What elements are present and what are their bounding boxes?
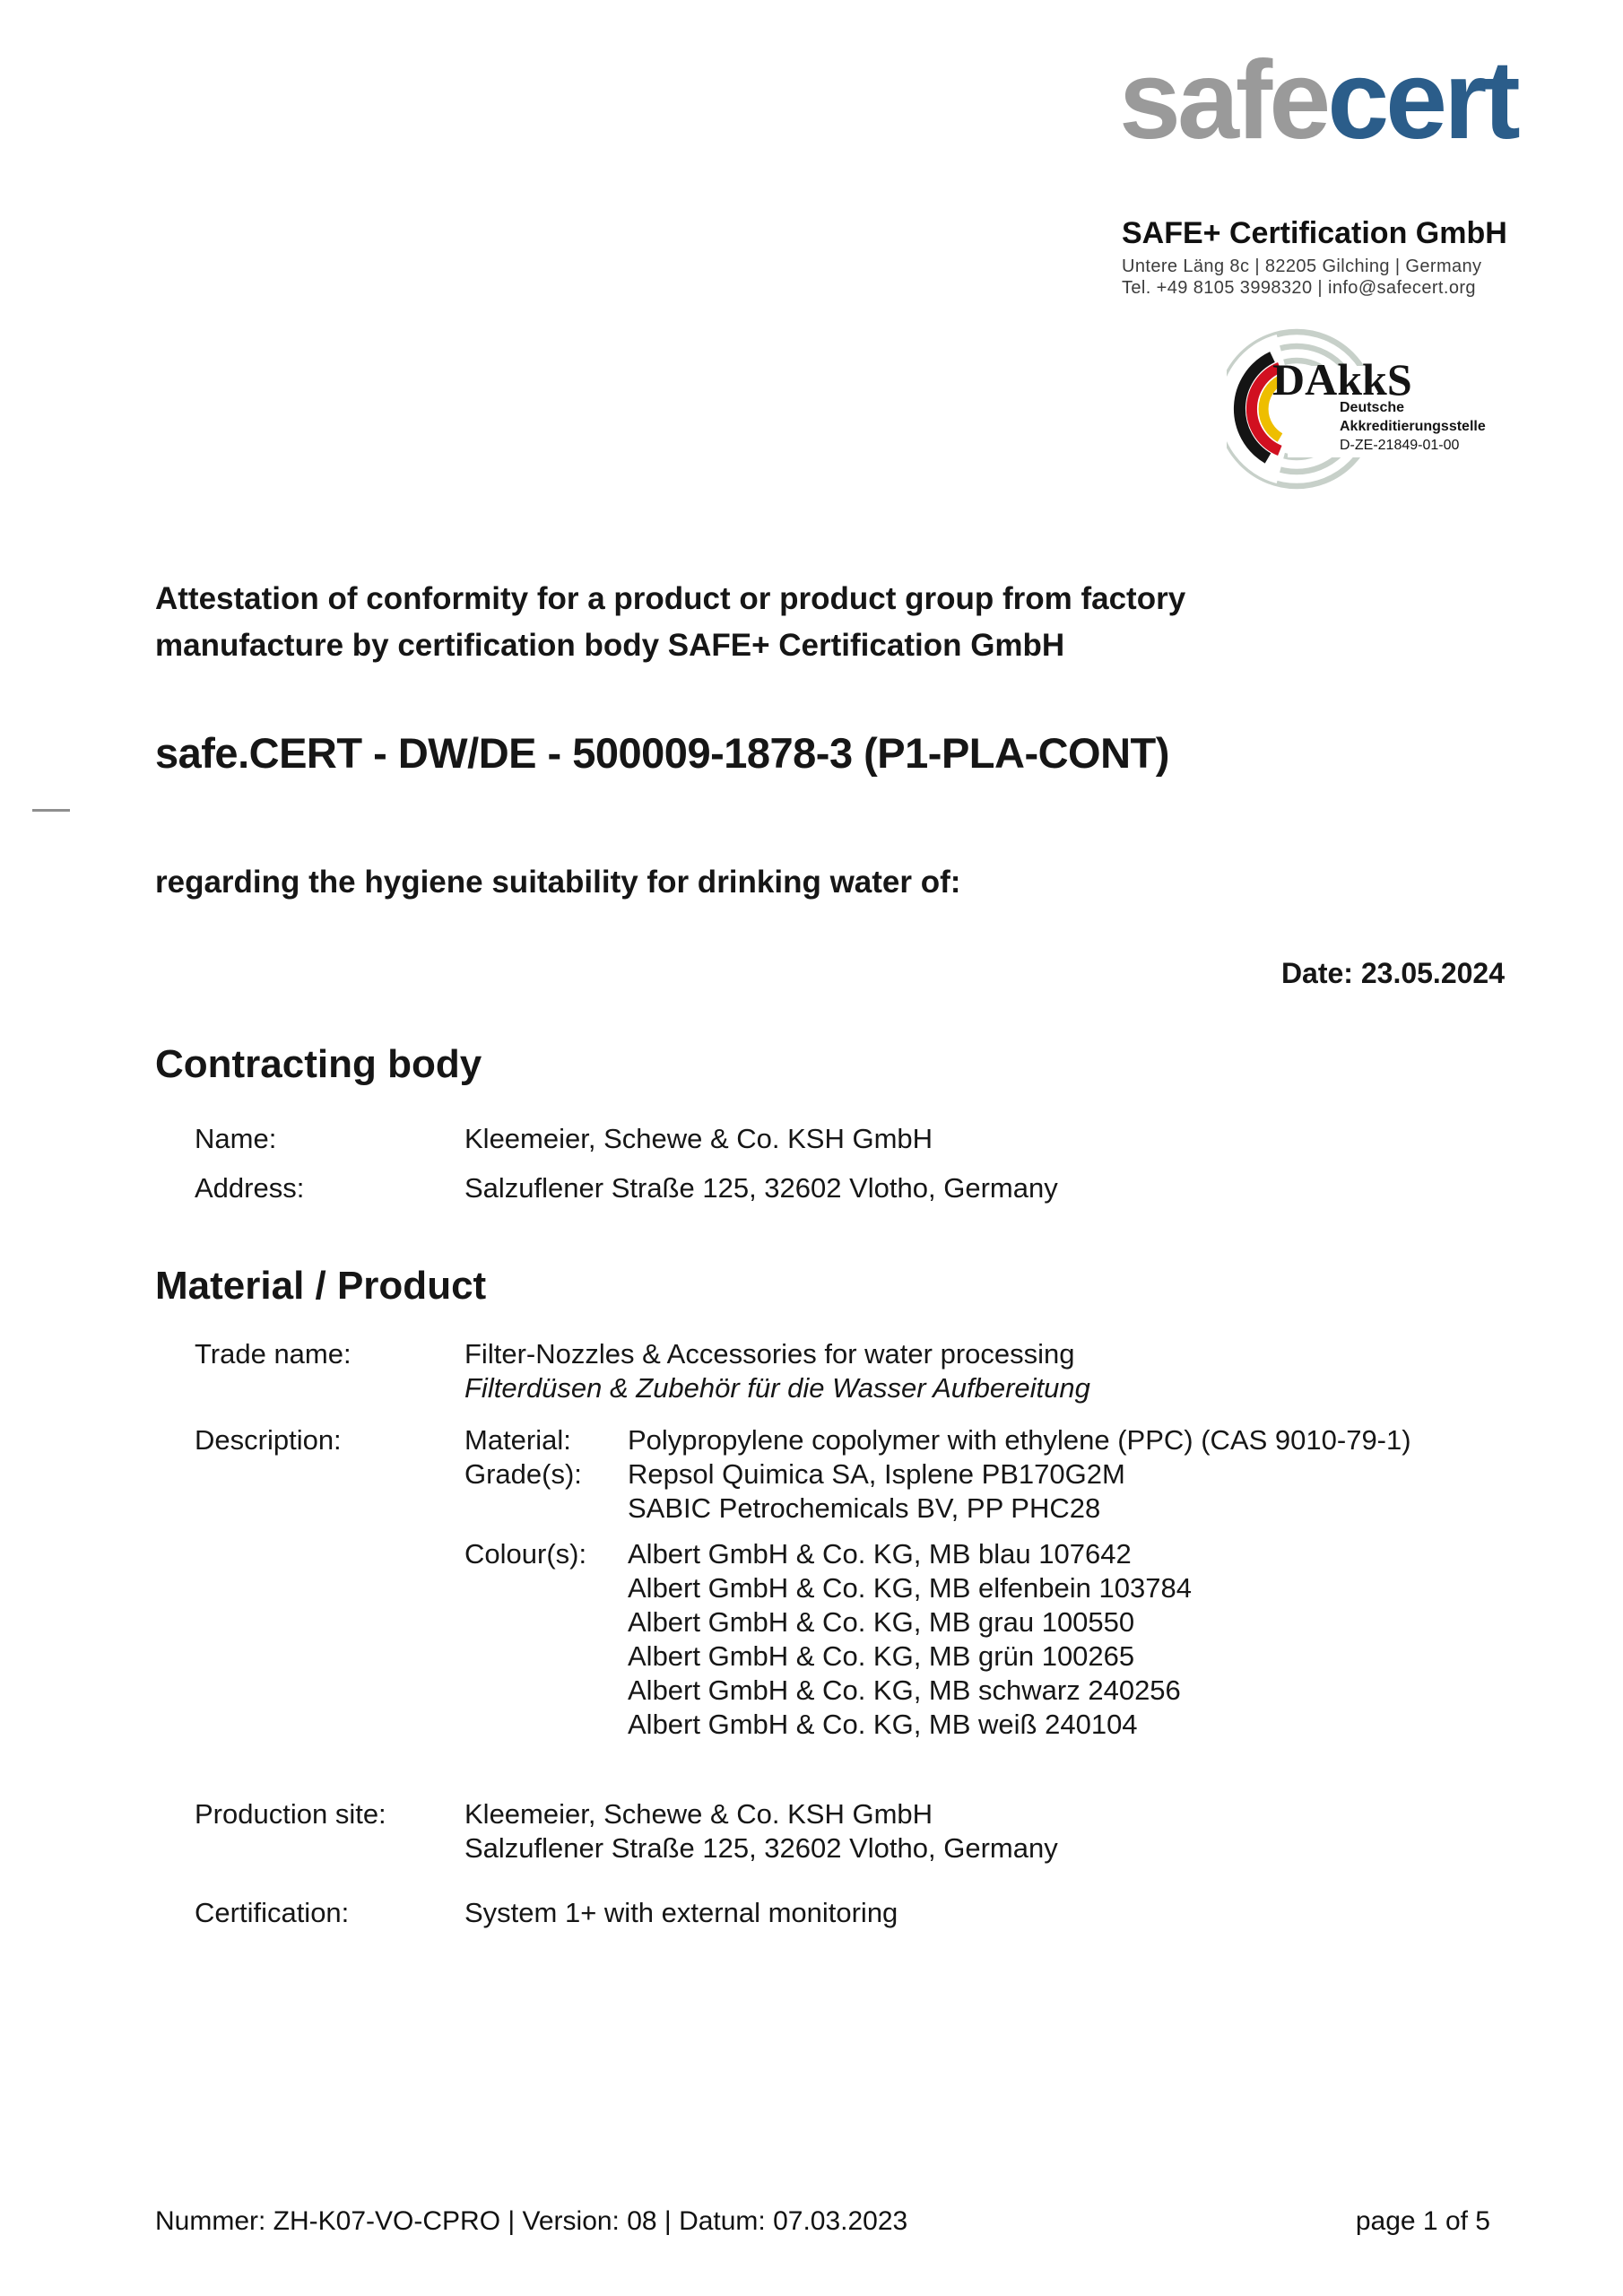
- company-phone-line: Tel. +49 8105 3998320 | info@safecert.org: [1122, 278, 1476, 298]
- name-value: Kleemeier, Schewe & Co. KSH GmbH: [464, 1123, 933, 1154]
- footer-document-number: Nummer: ZH-K07-VO-CPRO | Version: 08 | Datum: 07.03.2023: [155, 2206, 908, 2236]
- colours-label: Colour(s):: [464, 1538, 587, 1570]
- colour-value: Albert GmbH & Co. KG, MB schwarz 240256: [628, 1674, 1181, 1706]
- description-label: Description:: [195, 1424, 342, 1456]
- colour-value: Albert GmbH & Co. KG, MB elfenbein 103784: [628, 1572, 1192, 1604]
- certification-label: Certification:: [195, 1897, 350, 1928]
- colour-value: Albert GmbH & Co. KG, MB weiß 240104: [628, 1709, 1138, 1740]
- colour-value: Albert GmbH & Co. KG, MB grau 100550: [628, 1606, 1135, 1638]
- grade-value: SABIC Petrochemicals BV, PP PHC28: [628, 1492, 1101, 1524]
- dakks-accreditation-logo: [1227, 321, 1496, 505]
- safecert-logo: [1119, 39, 1517, 162]
- safecert-logo-safe: safe: [1119, 39, 1328, 162]
- issue-date: Date: 23.05.2024: [1280, 957, 1505, 989]
- safecert-logo-cert: cert: [1327, 39, 1517, 162]
- grade-value: Repsol Quimica SA, Isplene PB170G2M: [628, 1458, 1125, 1490]
- attestation-title: [155, 576, 1185, 669]
- company-name: SAFE+ Certification GmbH: [1122, 216, 1507, 250]
- attestation-title-line1: Attestation of conformity for a product or product group from factory: [155, 581, 1186, 616]
- address-label: Address:: [195, 1172, 305, 1204]
- dakks-line2: Akkreditierungsstelle: [1340, 419, 1486, 434]
- colour-value: Albert GmbH & Co. KG, MB blau 107642: [628, 1538, 1132, 1570]
- grades-label: Grade(s):: [464, 1458, 582, 1490]
- dakks-wordmark: DAkkS: [1272, 354, 1412, 404]
- material-value: Polypropylene copolymer with ethylene (PPC) (CAS 9010-79-1): [628, 1424, 1411, 1456]
- subtitle: regarding the hygiene suitability for drinking water of:: [155, 865, 961, 900]
- trade-name-value-german: Filterdüsen & Zubehör für die Wasser Aufbereitung: [464, 1372, 1090, 1404]
- production-site-line2: Salzuflener Straße 125, 32602 Vlotho, Germany: [464, 1832, 1058, 1864]
- production-site-label: Production site:: [195, 1798, 386, 1830]
- address-value: Salzuflener Straße 125, 32602 Vlotho, Germany: [464, 1172, 1058, 1204]
- material-product-heading: Material / Product: [155, 1264, 487, 1308]
- dakks-line1: Deutsche: [1340, 400, 1405, 415]
- contracting-body-heading: Contracting body: [155, 1042, 482, 1086]
- certification-value: System 1+ with external monitoring: [464, 1897, 898, 1928]
- fold-mark: [32, 809, 70, 812]
- trade-name-value: Filter-Nozzles & Accessories for water processing: [464, 1338, 1075, 1370]
- material-label: Material:: [464, 1424, 571, 1456]
- dakks-logo-graphic: [1227, 321, 1496, 505]
- attestation-title-line2: manufacture by certification body SAFE+ Certification GmbH: [155, 628, 1065, 663]
- production-site-line1: Kleemeier, Schewe & Co. KSH GmbH: [464, 1798, 933, 1830]
- certificate-number: safe.CERT - DW/DE - 500009-1878-3 (P1-PLA-CONT): [155, 729, 1169, 777]
- company-address-line: Untere Läng 8c | 82205 Gilching | Germany: [1122, 257, 1482, 276]
- trade-name-label: Trade name:: [195, 1338, 352, 1370]
- footer-page-number: page 1 of 5: [1355, 2206, 1490, 2236]
- colour-value: Albert GmbH & Co. KG, MB grün 100265: [628, 1640, 1135, 1672]
- dakks-register-id: D-ZE-21849-01-00: [1340, 438, 1460, 453]
- name-label: Name:: [195, 1123, 277, 1154]
